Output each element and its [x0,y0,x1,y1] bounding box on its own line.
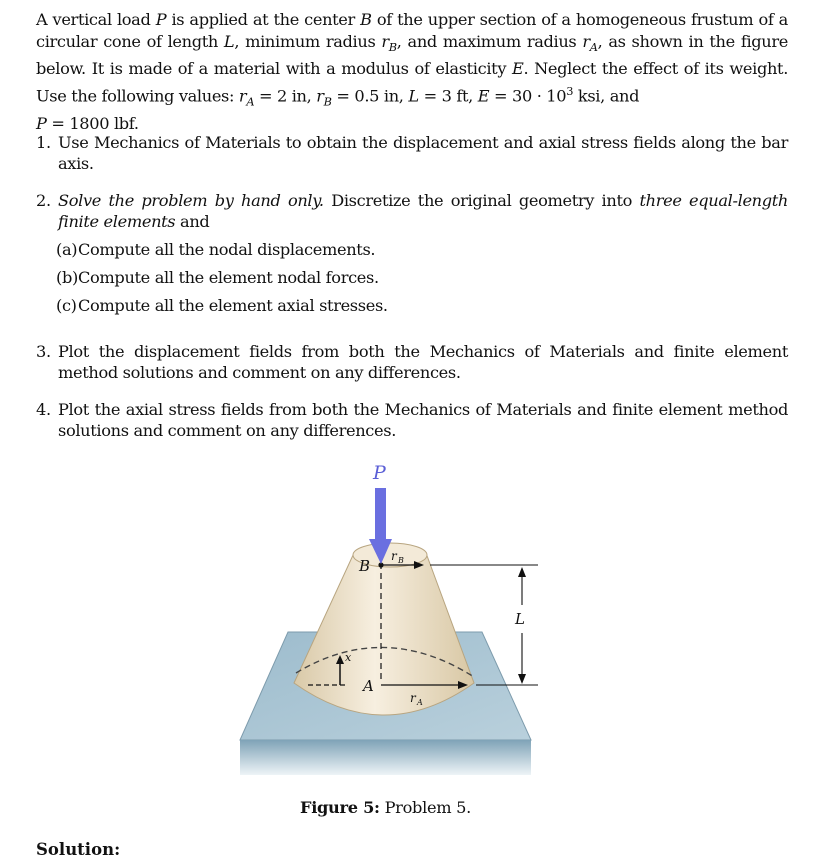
subscript: A [589,40,598,55]
task-list [36,341,788,383]
point-A-label: A [363,677,374,695]
symbol-L: L [408,86,419,106]
subtask-label: (b) [56,268,78,287]
symbol-E: E [511,59,524,79]
subtask-label: (c) [56,296,77,315]
task-number: 3. [36,342,51,361]
task-text: Plot the axial stress fields from both the Mechanics of Materials and finite element method solutions and comment on any differences. [58,400,788,440]
text: is applied at the center [166,10,361,29]
value-P: = 1800 lbf. [51,113,139,133]
task-item [36,190,788,232]
text: , as shown in the figure below. It is made of a material with a modulus of elasticity [36,32,788,79]
unit: ksi, and [573,86,640,106]
radius-A-label: r [410,691,416,705]
problem-statement [36,9,788,135]
task-item [36,399,788,441]
task-list [36,399,788,441]
task-emphasis: Solve the problem by hand only. [58,191,324,210]
text: A vertical load [36,10,156,29]
value-rB: = 0.5 in, [336,86,409,106]
subtask-label: (a) [56,240,78,259]
task-number: 2. [36,191,51,210]
symbol-E: E [477,86,490,106]
load-arrow [375,488,386,543]
task-number: 1. [36,133,51,152]
load-label: P [373,462,386,484]
task-text: and [175,212,210,231]
subtask-item [36,267,788,288]
solution-heading: Solution: [36,840,121,859]
text: , minimum radius [234,32,382,51]
task-emphasis: three equal-length finite elements [58,191,788,231]
exponent: 3 [566,84,574,99]
text: . Neglect the effect of its weight. Use the following values: [36,59,788,106]
length-label: L [515,610,525,628]
point-B-label: B [359,557,371,575]
task-text: Use Mechanics of Materials to obtain the displacement and axial stress fields along the bar axis. [58,133,788,173]
symbol-P: P [36,113,47,133]
subscript: A [246,94,255,109]
subscript: B [388,40,397,55]
symbol-r: r [316,86,324,106]
value-L: = 3 ft, [423,86,478,106]
x-axis-label: x [345,651,352,664]
task-list [36,132,788,174]
symbol-r: r [582,32,590,51]
task-item [36,132,788,174]
caption-text: Problem 5. [379,798,472,817]
text: of the upper section of a homogeneous frustum of a circular cone of length [36,10,788,51]
subtask-text: Compute all the nodal displacements. [78,240,376,259]
value-E: = 30 · 10 [494,86,567,106]
task-item [36,341,788,383]
symbol-P: P [155,10,167,29]
task-text: Discretize the original geometry into [323,191,640,210]
subscript: B [323,94,332,109]
value-rA: = 2 in, [258,86,317,106]
frustum-figure [224,455,564,785]
subscript: A [417,698,423,707]
subtask-item [36,239,788,260]
task-number: 4. [36,400,51,419]
caption-label: Figure 5: [300,798,380,817]
figure-caption [300,798,471,817]
subscript: B [398,556,404,565]
symbol-r: r [381,32,389,51]
symbol-L: L [223,32,235,51]
task-list [36,190,788,316]
task-text: Plot the displacement fields from both the Mechanics of Materials and finite element method solutions and comment on any differences. [58,342,788,382]
subtask-item [36,295,788,316]
symbol-r: r [238,86,247,106]
subtask-text: Compute all the element axial stresses. [78,296,388,315]
text: , and maximum radius [396,32,583,51]
frustum-cone [294,543,474,715]
symbol-B: B [360,10,372,29]
radius-B-label: r [391,549,397,563]
subtask-text: Compute all the element nodal forces. [78,268,379,287]
